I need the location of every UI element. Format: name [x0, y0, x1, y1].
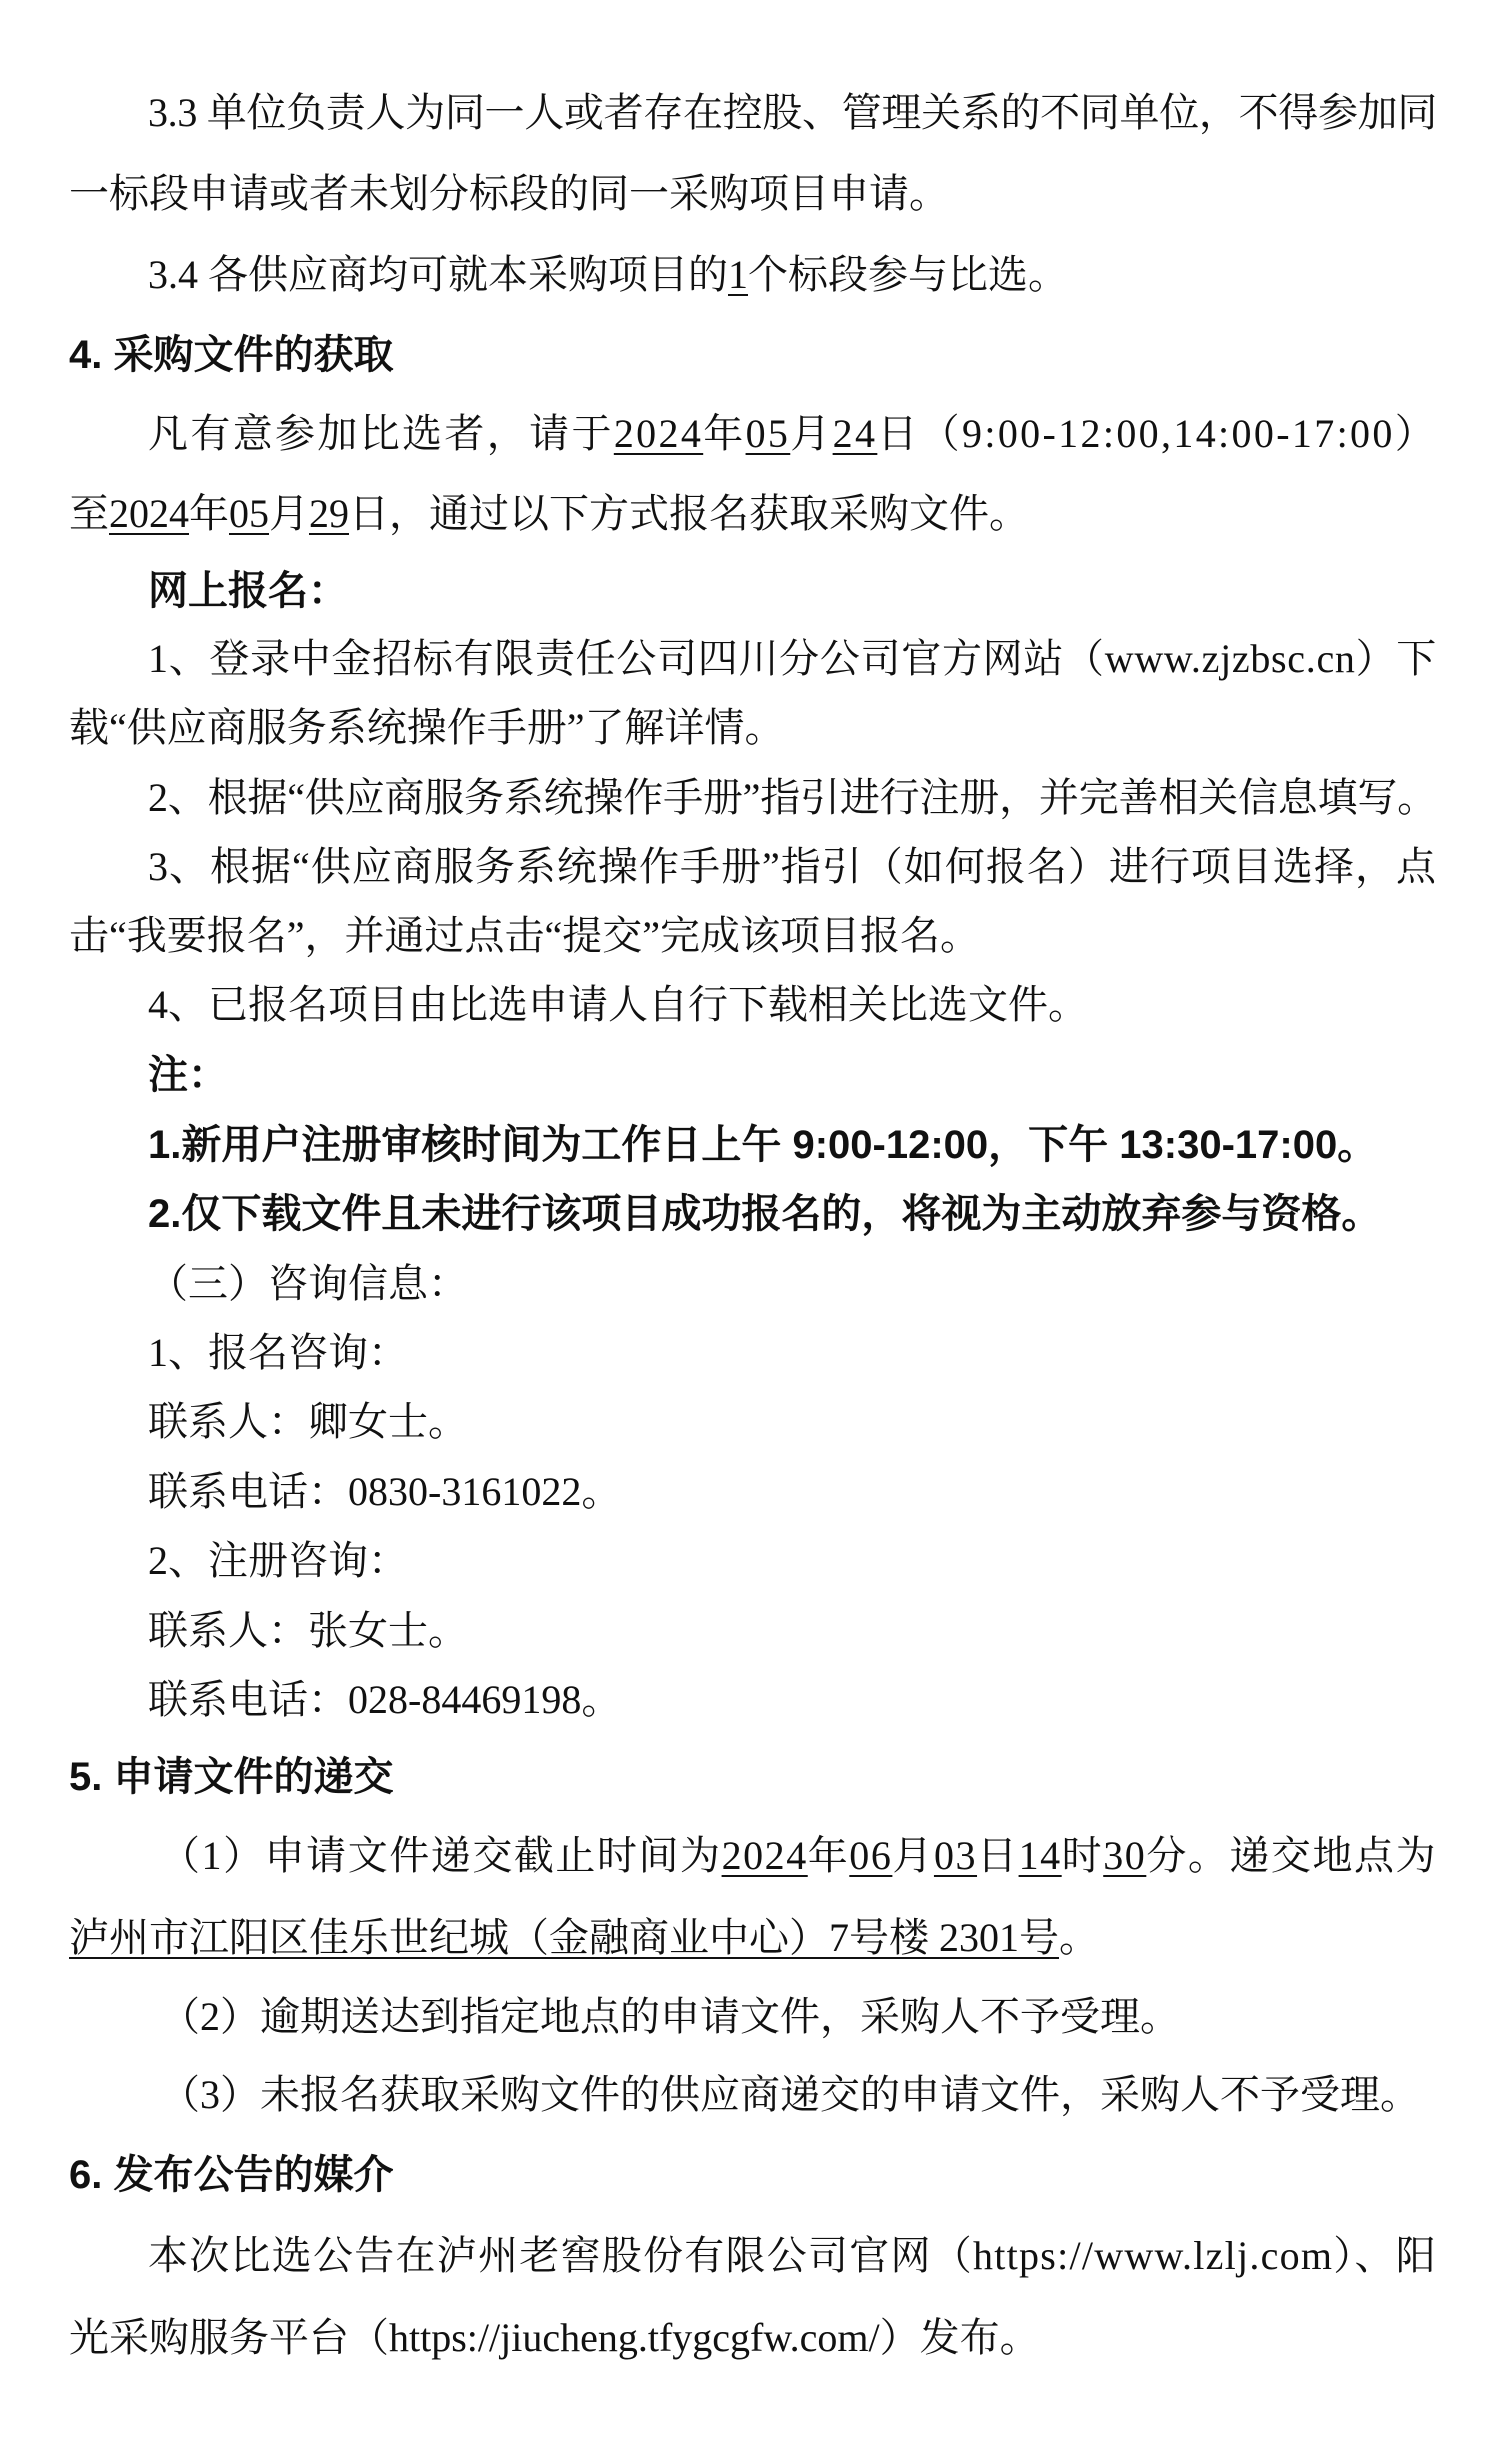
text-line — [148, 983, 1088, 1027]
text-line — [148, 253, 1068, 297]
text-line — [148, 776, 1437, 820]
underlined-value: 2024 — [721, 1833, 808, 1879]
section-heading-line — [148, 1192, 1381, 1236]
text-line — [160, 1995, 1180, 2039]
text-segment: 日（9:00-12:00,14:00-17:00） — [877, 411, 1438, 457]
underlined-value: 06 — [849, 1833, 893, 1879]
text-segment: 1.新用户注册审核时间为工作日上午 9:00-12:00，下午 13:30-17:00。 — [148, 1123, 1378, 1168]
text-line — [148, 637, 1437, 681]
text-segment: 4、已报名项目由比选申请人自行下载相关比选文件。 — [148, 981, 1088, 1027]
underlined-value: 1 — [728, 252, 748, 297]
section-heading-line — [69, 1755, 393, 1799]
underlined-value: 14 — [1018, 1833, 1062, 1879]
text-line — [69, 172, 949, 216]
text-segment: 4. 采购文件的获取 — [69, 332, 394, 377]
text-segment: 3.4 各供应商均可就本采购项目的 — [148, 252, 728, 297]
text-segment: 。 — [1059, 1914, 1099, 1960]
text-line — [148, 1609, 468, 1653]
underlined-value: 2024 — [613, 411, 704, 457]
text-segment: （1）申请文件递交截止时间为 — [160, 1833, 722, 1879]
text-line — [69, 706, 785, 750]
text-segment: 凡有意参加比选者，请于 — [148, 411, 614, 457]
text-segment: 个标段参与比选。 — [748, 252, 1068, 297]
text-segment: 2、根据“供应商服务系统操作手册”指引进行注册，并完善相关信息填写。 — [148, 775, 1437, 821]
underlined-value: 泸州市江阳区佳乐世纪城（金融商业中心）7号楼 2301号 — [69, 1914, 1059, 1960]
text-line — [148, 91, 1437, 135]
underlined-value: 2024 — [109, 491, 189, 537]
underlined-value: 05 — [745, 411, 791, 457]
text-segment: 至 — [69, 491, 109, 537]
text-line — [148, 1470, 621, 1514]
section-heading-line — [148, 569, 348, 613]
section-heading-line — [148, 1053, 228, 1097]
section-heading-line — [69, 333, 393, 377]
text-line — [160, 2073, 1420, 2117]
text-segment: 击“我要报名”，并通过点击“提交”完成该项目报名。 — [69, 912, 981, 958]
text-line — [148, 1331, 408, 1375]
text-segment: 联系电话：028-84469198。 — [148, 1677, 622, 1722]
text-segment: 年 — [703, 411, 746, 457]
text-segment: 月 — [269, 491, 309, 537]
text-line — [69, 2316, 1040, 2360]
text-segment: （3）未报名获取采购文件的供应商递交的申请文件，采购人不予受理。 — [160, 2072, 1420, 2118]
text-segment: 注： — [148, 1053, 228, 1097]
text-segment: 网上报名： — [148, 568, 348, 613]
text-segment: 联系电话：0830-3161022。 — [148, 1469, 622, 1515]
text-segment: 载“供应商服务系统操作手册”了解详情。 — [69, 705, 785, 751]
text-segment: 日 — [977, 1833, 1019, 1879]
text-segment: 月 — [892, 1833, 934, 1879]
text-segment: 2.仅下载文件且未进行该项目成功报名的，将视为主动放弃参与资格。 — [148, 1192, 1382, 1237]
text-segment: 1、报名咨询： — [148, 1330, 408, 1376]
text-segment: 5. 申请文件的递交 — [69, 1754, 394, 1799]
text-segment: 联系人：张女士。 — [148, 1608, 468, 1654]
text-segment: 年 — [807, 1833, 850, 1879]
text-segment: 一标段申请或者未划分标段的同一采购项目申请。 — [69, 170, 949, 216]
text-line — [69, 914, 980, 958]
text-segment: 光采购服务平台（https://jiucheng.tfygcgfw.com/）发布。 — [69, 2314, 1040, 2360]
underlined-value: 24 — [832, 411, 878, 457]
text-segment: （三）咨询信息： — [148, 1261, 468, 1307]
underlined-value: 30 — [1103, 1833, 1147, 1879]
text-segment: 2、注册咨询： — [148, 1537, 408, 1583]
text-segment: 年 — [189, 491, 229, 537]
text-segment: 月 — [790, 411, 833, 457]
text-segment: 联系人：卿女士。 — [148, 1398, 468, 1444]
section-heading-line — [69, 2153, 393, 2197]
text-line — [148, 1539, 408, 1583]
text-line — [69, 492, 1029, 536]
text-segment: 3、根据“供应商服务系统操作手册”指引（如何报名）进行项目选择，点 — [148, 844, 1437, 890]
text-line — [148, 2234, 1437, 2278]
section-heading-line — [148, 1123, 1377, 1167]
text-segment: 时 — [1061, 1833, 1104, 1879]
text-segment: 本次比选公告在泸州老窖股份有限公司官网（https://www.lzlj.com）、阳 — [148, 2233, 1437, 2279]
underlined-value: 05 — [229, 491, 269, 537]
text-segment: 1、登录中金招标有限责任公司四川分公司官方网站（www.zjzbsc.cn）下 — [148, 636, 1437, 682]
text-line — [160, 1834, 1437, 1878]
underlined-value: 29 — [309, 491, 349, 537]
text-line — [69, 1916, 1099, 1960]
text-line — [148, 1678, 621, 1722]
underlined-value: 03 — [933, 1833, 978, 1879]
text-line — [148, 412, 1437, 456]
text-segment: 分。递交地点为 — [1146, 1833, 1438, 1879]
text-line — [148, 1400, 468, 1444]
text-segment: 6. 发布公告的媒介 — [69, 2153, 394, 2197]
text-segment: 3.3 单位负责人为同一人或者存在控股、管理关系的不同单位，不得参加同 — [148, 89, 1437, 135]
text-segment: （2）逾期送达到指定地点的申请文件，采购人不予受理。 — [160, 1994, 1180, 2040]
text-segment: 日，通过以下方式报名获取采购文件。 — [349, 491, 1029, 537]
text-line — [148, 1262, 468, 1306]
text-line — [148, 845, 1437, 889]
